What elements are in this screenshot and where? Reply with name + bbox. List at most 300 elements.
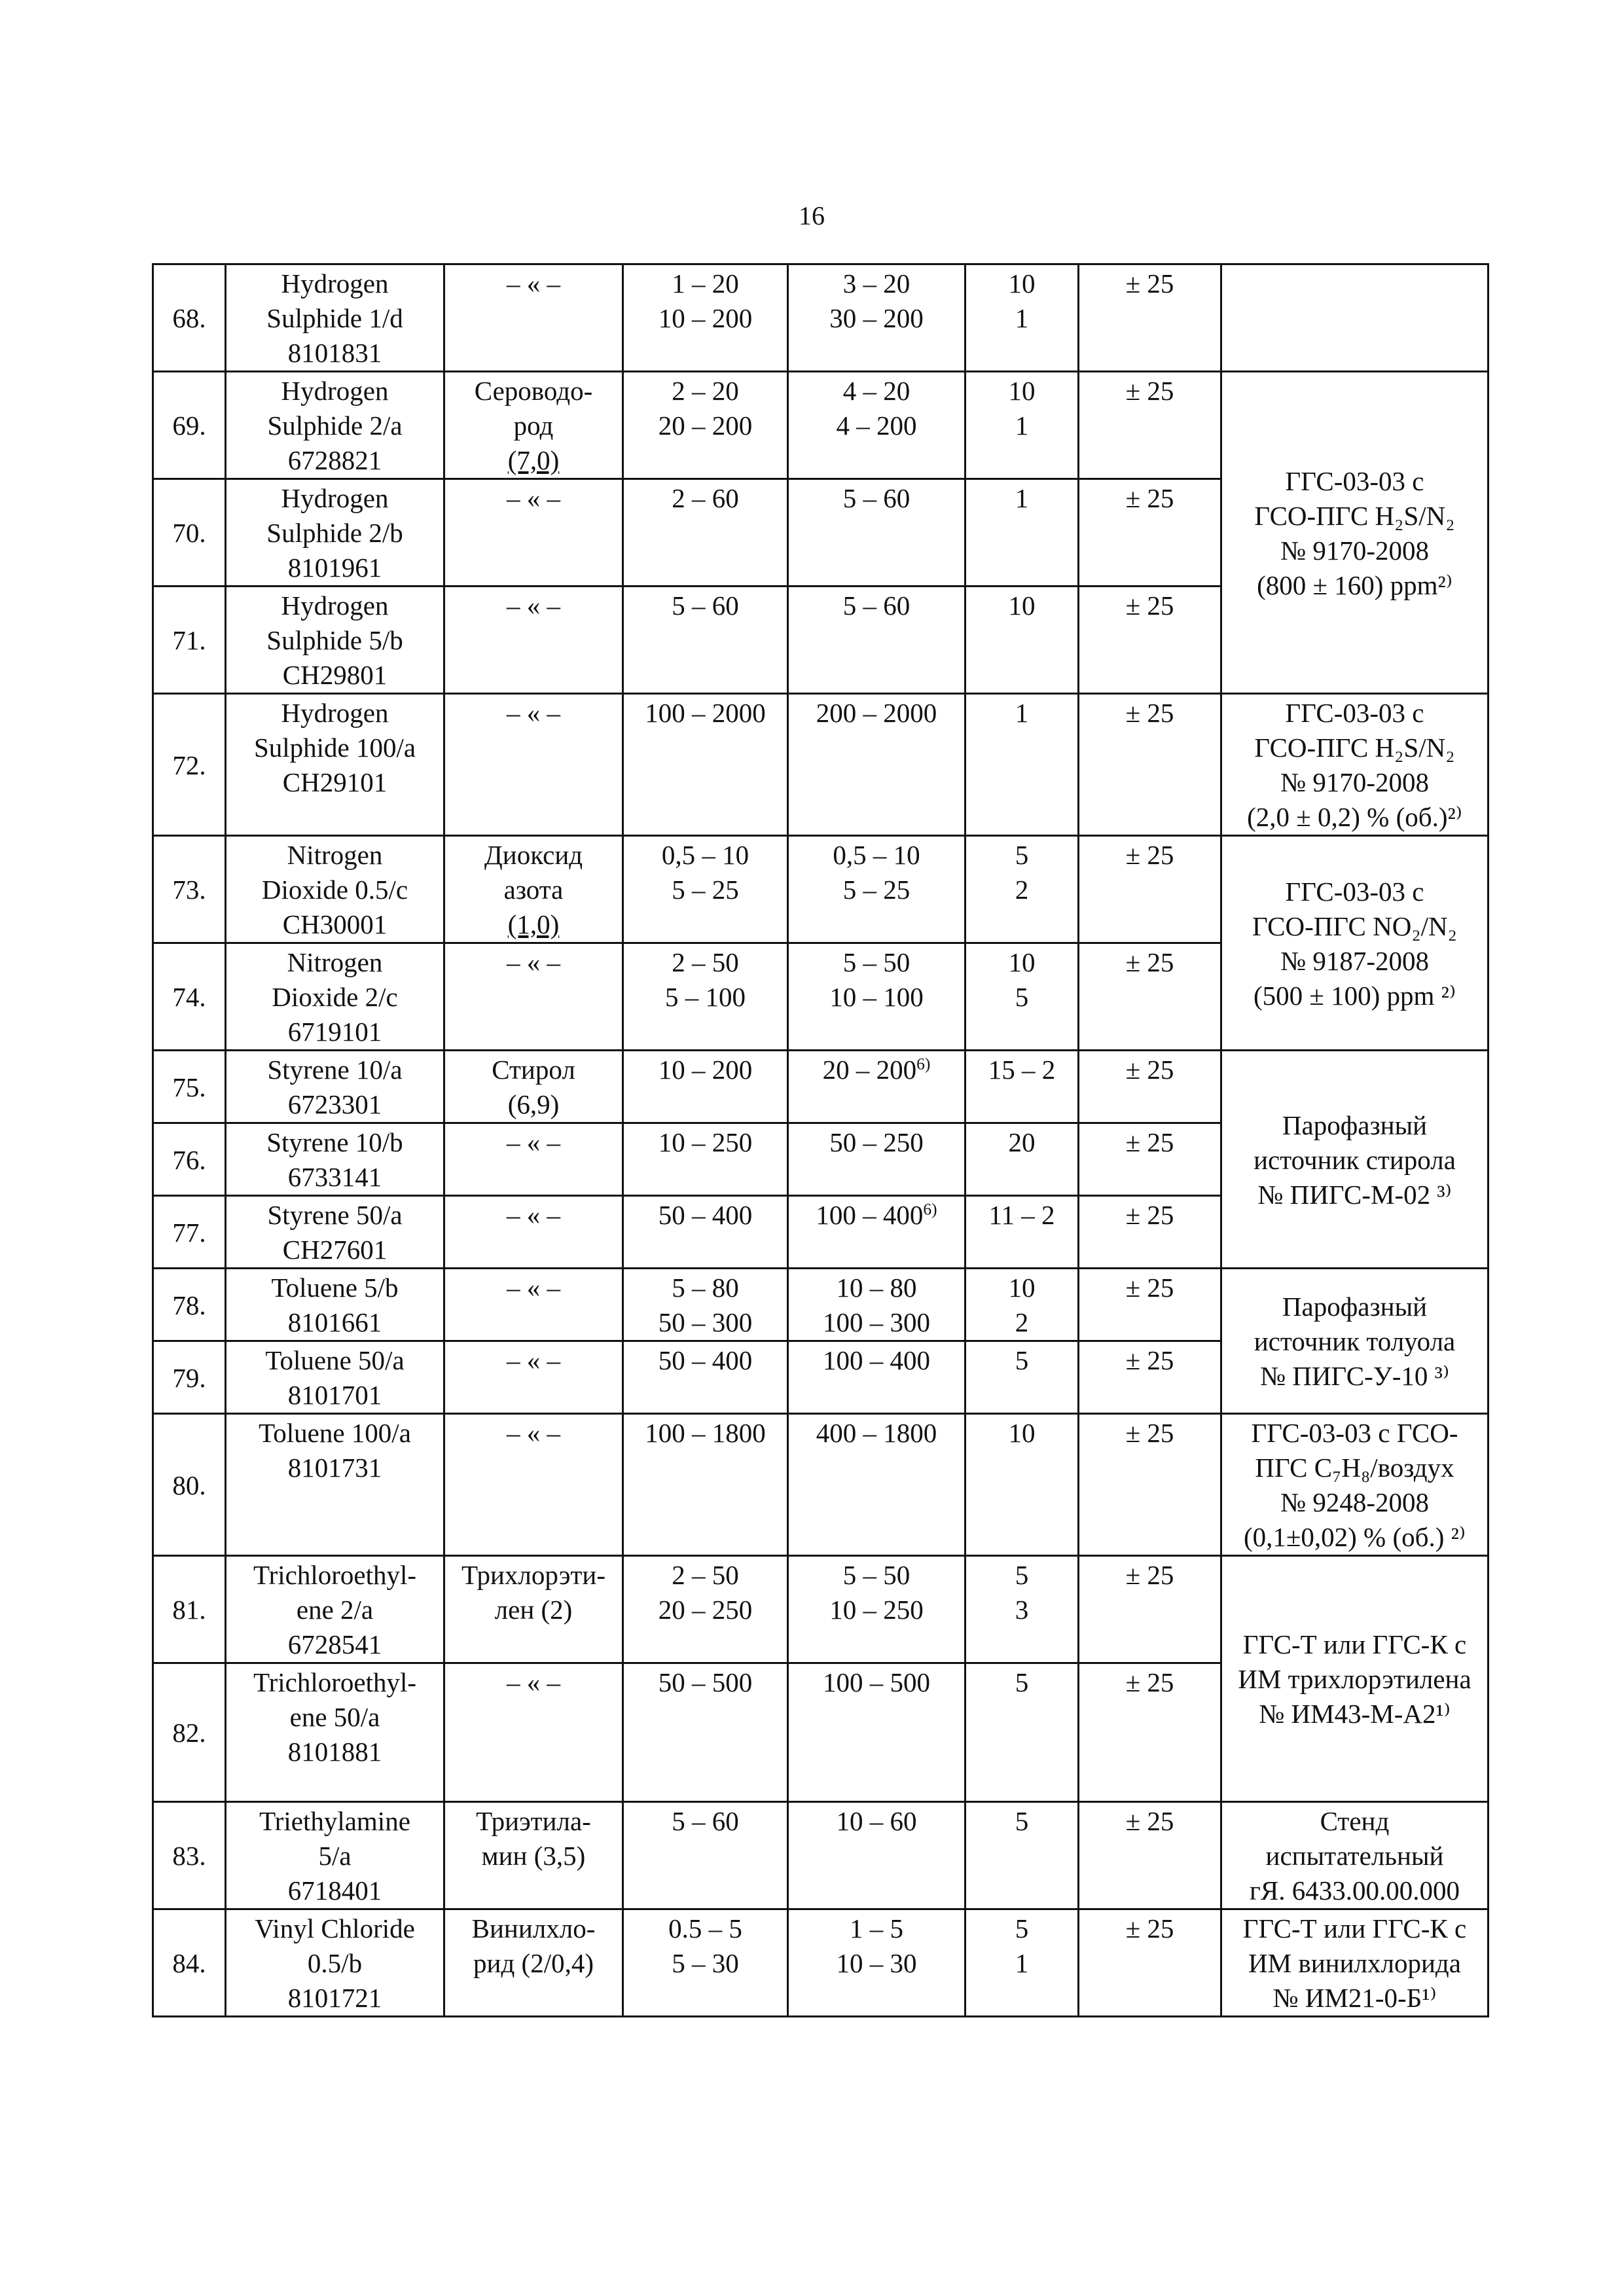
reference-line: ГСО-ПГС H₂S/N₂ <box>1254 732 1455 763</box>
range-line: 10 – 200 <box>658 303 753 333</box>
error-cell: ± 25 <box>1079 1663 1221 1802</box>
resolution-line: 2 <box>1015 1307 1029 1337</box>
reference-line: ГГС-Т или ГГС-К с <box>1242 1629 1467 1659</box>
model-line: Dioxide 2/c <box>272 982 398 1012</box>
error-cell: ± 25 <box>1079 264 1221 372</box>
range-line: 5 – 60 <box>842 483 911 513</box>
reference-cell <box>1221 1269 1489 1414</box>
error-cell: ± 25 <box>1079 372 1221 479</box>
reference-line: ГСО-ПГС NO₂/N₂ <box>1252 911 1457 941</box>
reference-line: (2,0 ± 0,2) % (об.)²⁾ <box>1247 802 1462 832</box>
range-cell-2 <box>788 1663 965 1802</box>
reference-line: источник толуола <box>1254 1326 1456 1356</box>
gas-cell-ditto: – « – <box>444 1341 623 1414</box>
range-cell <box>623 1269 788 1341</box>
range-line: 2 – 50 <box>672 1560 739 1590</box>
range-line: 2 – 20 <box>672 376 739 406</box>
resolution-line: 5 <box>1015 1913 1029 1943</box>
resolution-cell <box>965 1051 1079 1123</box>
range-line: 5 – 80 <box>672 1273 739 1303</box>
gas-cell-ditto: – « – <box>444 1196 623 1269</box>
range-line: 100 – 500 <box>823 1667 930 1697</box>
model-cell <box>226 1802 444 1909</box>
gas-line: Диоксид <box>484 840 583 870</box>
resolution-line: 1 <box>1015 483 1029 513</box>
range-line: 50 – 300 <box>658 1307 753 1337</box>
range-cell-2 <box>788 1051 965 1123</box>
range-line: 50 – 400 <box>658 1345 753 1375</box>
reference-cell <box>1221 1051 1489 1269</box>
reference-line: ИМ винилхлорида <box>1248 1948 1461 1978</box>
row-number: 76. <box>153 1123 226 1196</box>
error-cell: ± 25 <box>1079 1196 1221 1269</box>
error-cell: ± 25 <box>1079 1556 1221 1663</box>
model-line: Hydrogen <box>281 698 389 728</box>
reference-line: ГСО-ПГС H₂S/N₂ <box>1254 500 1455 531</box>
gas-cell <box>444 372 623 479</box>
model-line: CH27601 <box>282 1235 388 1265</box>
reference-line: (500 ± 100) ppm ²⁾ <box>1253 980 1456 1011</box>
gas-cell-ditto: – « – <box>444 1269 623 1341</box>
range-line: 5 – 50 <box>842 1560 911 1590</box>
reference-line: ПГС C₇H₈/воздух <box>1255 1453 1454 1483</box>
model-line: Sulphide 1/d <box>266 303 403 333</box>
resolution-cell <box>965 1909 1079 2017</box>
resolution-line: 10 <box>1008 376 1036 406</box>
gas-line: (1,0) <box>507 909 560 939</box>
model-cell <box>226 587 444 694</box>
gas-line: (6,9) <box>507 1089 560 1119</box>
table-row <box>153 1051 1489 1123</box>
reference-line: № ИМ43-М-А2¹⁾ <box>1259 1699 1451 1729</box>
model-line: CH30001 <box>282 909 388 939</box>
reference-line: (800 ± 160) ppm²⁾ <box>1257 569 1453 600</box>
reference-line: ГГС-03-03 с <box>1285 876 1424 907</box>
resolution-cell <box>965 264 1079 372</box>
gas-line: лен (2) <box>494 1595 573 1625</box>
range-cell <box>623 1909 788 2017</box>
range-cell-2 <box>788 943 965 1051</box>
range-line: 200 – 2000 <box>816 698 937 728</box>
row-number: 83. <box>153 1802 226 1909</box>
model-line: ene 50/a <box>289 1702 380 1732</box>
range-line: 20 – 200 <box>822 1055 917 1085</box>
resolution-cell <box>965 1663 1079 1802</box>
model-cell <box>226 1123 444 1196</box>
range-cell-2 <box>788 1269 965 1341</box>
row-number: 69. <box>153 372 226 479</box>
range-cell <box>623 1414 788 1556</box>
row-number: 78. <box>153 1269 226 1341</box>
model-line: Nitrogen <box>287 840 383 870</box>
row-number: 68. <box>153 264 226 372</box>
resolution-line: 1 <box>1015 1948 1029 1978</box>
resolution-cell <box>965 372 1079 479</box>
range-cell-2 <box>788 479 965 587</box>
range-cell-2 <box>788 1556 965 1663</box>
range-line: 50 – 400 <box>658 1200 753 1230</box>
model-line: 8101961 <box>287 552 382 583</box>
gas-line: Стирол <box>492 1055 575 1085</box>
gas-line: Сероводо- <box>474 376 593 406</box>
table-row <box>153 264 1489 372</box>
row-number: 70. <box>153 479 226 587</box>
range-cell-2 <box>788 836 965 943</box>
model-line: Sulphide 5/b <box>266 625 403 655</box>
error-cell: ± 25 <box>1079 587 1221 694</box>
error-cell: ± 25 <box>1079 836 1221 943</box>
model-line: CH29101 <box>282 767 388 797</box>
model-line: Triethylamine <box>259 1806 410 1836</box>
model-line: 6719101 <box>287 1017 382 1047</box>
resolution-line: 10 <box>1008 1273 1036 1303</box>
resolution-cell <box>965 1556 1079 1663</box>
table-row <box>153 1414 1489 1556</box>
range-line: 10 – 200 <box>658 1055 753 1085</box>
reference-line: ИМ трихлорэтилена <box>1238 1664 1471 1694</box>
model-line: 8101721 <box>287 1983 382 2013</box>
range-line: 0,5 – 10 <box>661 840 749 870</box>
error-cell: ± 25 <box>1079 479 1221 587</box>
reference-line: № 9170-2008 <box>1280 535 1430 566</box>
resolution-line: 2 <box>1015 875 1029 905</box>
resolution-cell <box>965 1196 1079 1269</box>
range-line: 10 – 60 <box>836 1806 917 1836</box>
model-cell <box>226 836 444 943</box>
reference-line: ГГС-03-03 с ГСО- <box>1251 1418 1458 1448</box>
model-line: Dioxide 0.5/c <box>261 875 408 905</box>
model-line: Vinyl Chloride <box>255 1913 415 1943</box>
model-line: Styrene 50/a <box>267 1200 403 1230</box>
range-cell <box>623 587 788 694</box>
range-line: 30 – 200 <box>829 303 924 333</box>
resolution-cell <box>965 943 1079 1051</box>
reference-cell <box>1221 1414 1489 1556</box>
gas-line: Триэтила- <box>476 1806 591 1836</box>
model-line: 8101701 <box>287 1380 382 1410</box>
range-cell-2 <box>788 1196 965 1269</box>
range-cell-2 <box>788 264 965 372</box>
range-cell <box>623 1802 788 1909</box>
range-cell <box>623 1663 788 1802</box>
model-line: Sulphide 2/b <box>266 518 403 548</box>
model-cell <box>226 479 444 587</box>
range-cell <box>623 1196 788 1269</box>
range-line: 10 – 250 <box>658 1127 753 1157</box>
row-number: 74. <box>153 943 226 1051</box>
gas-line: Трихлорэти- <box>461 1560 605 1590</box>
resolution-cell <box>965 1414 1079 1556</box>
model-line: Styrene 10/b <box>266 1127 403 1157</box>
range-line: 100 – 400 <box>816 1200 924 1230</box>
range-line: 100 – 300 <box>823 1307 930 1337</box>
gas-cell-ditto: – « – <box>444 1414 623 1556</box>
range-cell <box>623 836 788 943</box>
gas-cell <box>444 1909 623 2017</box>
table-row <box>153 1269 1489 1341</box>
range-line: 100 – 2000 <box>645 698 766 728</box>
model-cell <box>226 1341 444 1414</box>
range-cell-2 <box>788 694 965 836</box>
reference-line: № ИМ21-0-Б¹⁾ <box>1272 1983 1437 2013</box>
page-number: 16 <box>799 201 825 230</box>
gas-cell-ditto: – « – <box>444 587 623 694</box>
resolution-line: 20 <box>1008 1127 1036 1157</box>
reference-line: Стенд <box>1320 1806 1390 1836</box>
gas-cell <box>444 836 623 943</box>
resolution-cell <box>965 587 1079 694</box>
resolution-cell <box>965 1123 1079 1196</box>
table-row <box>153 1909 1489 2017</box>
model-line: 6723301 <box>287 1089 382 1119</box>
range-cell <box>623 943 788 1051</box>
reference-line: № 9248-2008 <box>1280 1487 1430 1517</box>
model-line: 6728821 <box>287 445 382 475</box>
reference-line: ГГС-03-03 с <box>1285 465 1424 496</box>
gas-cell-ditto: – « – <box>444 479 623 587</box>
model-line: 8101831 <box>287 338 382 368</box>
table-row <box>153 1556 1489 1663</box>
range-line: 4 – 20 <box>842 376 911 406</box>
model-line: Toluene 5/b <box>271 1273 399 1303</box>
error-cell: ± 25 <box>1079 1802 1221 1909</box>
reference-line: № ПИГС-У-10 ³⁾ <box>1259 1361 1450 1391</box>
range-line: 4 – 200 <box>836 410 917 441</box>
range-cell-2 <box>788 1909 965 2017</box>
range-line: 1 – 5 <box>850 1913 903 1943</box>
row-number: 77. <box>153 1196 226 1269</box>
range-cell-2 <box>788 587 965 694</box>
model-line: Hydrogen <box>281 483 389 513</box>
resolution-line: 3 <box>1015 1595 1029 1625</box>
reference-line: гЯ. 6433.00.00.000 <box>1250 1875 1460 1906</box>
resolution-cell <box>965 1802 1079 1909</box>
model-line: CH29801 <box>282 660 388 690</box>
error-cell: ± 25 <box>1079 1269 1221 1341</box>
model-line: 8101661 <box>287 1307 382 1337</box>
resolution-cell <box>965 479 1079 587</box>
error-cell: ± 25 <box>1079 1909 1221 2017</box>
range-line: 3 – 20 <box>842 268 911 298</box>
row-number: 73. <box>153 836 226 943</box>
range-line: 10 – 250 <box>829 1595 924 1625</box>
resolution-line: 1 <box>1015 303 1029 333</box>
resolution-line: 5 <box>1015 1345 1029 1375</box>
model-cell <box>226 1556 444 1663</box>
model-line: Toluene 50/a <box>265 1345 405 1375</box>
footnote-mark: 6) <box>923 1200 937 1219</box>
model-cell <box>226 1196 444 1269</box>
model-line: Sulphide 100/a <box>253 732 416 763</box>
resolution-line: 5 <box>1015 1560 1029 1590</box>
error-cell: ± 25 <box>1079 1414 1221 1556</box>
resolution-line: 10 <box>1008 590 1036 621</box>
error-cell: ± 25 <box>1079 1051 1221 1123</box>
model-cell <box>226 1269 444 1341</box>
resolution-line: 10 <box>1008 947 1036 977</box>
range-line: 5 – 25 <box>842 875 911 905</box>
model-cell <box>226 1663 444 1802</box>
resolution-line: 5 <box>1015 1667 1029 1697</box>
model-cell <box>226 1414 444 1556</box>
range-line: 5 – 30 <box>672 1948 739 1978</box>
row-number: 72. <box>153 694 226 836</box>
row-number: 75. <box>153 1051 226 1123</box>
resolution-cell <box>965 1269 1079 1341</box>
range-cell <box>623 1051 788 1123</box>
reference-cell <box>1221 264 1489 372</box>
range-cell <box>623 372 788 479</box>
range-line: 5 – 100 <box>665 982 746 1012</box>
range-cell <box>623 264 788 372</box>
reference-line: (0,1±0,02) % (об.) ²⁾ <box>1244 1522 1466 1552</box>
range-line: 2 – 60 <box>672 483 739 513</box>
resolution-line: 11 – 2 <box>988 1200 1055 1230</box>
resolution-cell <box>965 694 1079 836</box>
model-line: 5/a <box>318 1841 352 1871</box>
row-number: 79. <box>153 1341 226 1414</box>
table-row <box>153 694 1489 836</box>
reference-line: испытательный <box>1265 1841 1444 1871</box>
range-line: 50 – 500 <box>658 1667 753 1697</box>
resolution-line: 1 <box>1015 410 1029 441</box>
table-row <box>153 1802 1489 1909</box>
model-cell <box>226 1909 444 2017</box>
range-line: 100 – 1800 <box>645 1418 766 1448</box>
model-line: 6733141 <box>287 1162 382 1192</box>
range-cell-2 <box>788 1341 965 1414</box>
resolution-line: 1 <box>1015 698 1029 728</box>
range-line: 20 – 250 <box>658 1595 753 1625</box>
gas-cell-ditto: – « – <box>444 264 623 372</box>
error-cell: ± 25 <box>1079 1123 1221 1196</box>
range-cell <box>623 479 788 587</box>
reference-line: № ПИГС-М-02 ³⁾ <box>1257 1179 1452 1210</box>
model-cell <box>226 694 444 836</box>
range-line: 5 – 60 <box>672 1806 739 1836</box>
model-cell <box>226 264 444 372</box>
range-cell-2 <box>788 1414 965 1556</box>
table-row <box>153 836 1489 943</box>
range-line: 5 – 50 <box>842 947 911 977</box>
resolution-line: 5 <box>1015 840 1029 870</box>
gas-line: рид (2/0,4) <box>473 1948 594 1978</box>
range-line: 10 – 100 <box>829 982 924 1012</box>
range-cell-2 <box>788 372 965 479</box>
range-cell-2 <box>788 1123 965 1196</box>
range-cell <box>623 1556 788 1663</box>
range-line: 0,5 – 10 <box>833 840 920 870</box>
range-line: 20 – 200 <box>658 410 753 441</box>
reference-cell <box>1221 1802 1489 1909</box>
row-number: 82. <box>153 1663 226 1802</box>
range-line: 10 – 30 <box>836 1948 917 1978</box>
footnote-mark: 6) <box>916 1055 931 1074</box>
resolution-line: 10 <box>1008 268 1036 298</box>
gas-cell <box>444 1556 623 1663</box>
reference-cell <box>1221 372 1489 694</box>
reference-cell <box>1221 1556 1489 1802</box>
gas-line: род <box>513 410 554 441</box>
range-line: 10 – 80 <box>836 1273 917 1303</box>
model-line: Sulphide 2/a <box>267 410 403 441</box>
model-line: Trichloroethyl- <box>253 1560 417 1590</box>
gas-line: азота <box>503 875 564 905</box>
model-line: 0.5/b <box>307 1948 363 1978</box>
reference-line: ГГС-03-03 с <box>1285 698 1424 728</box>
error-cell: ± 25 <box>1079 943 1221 1051</box>
range-cell <box>623 1341 788 1414</box>
error-cell: ± 25 <box>1079 1341 1221 1414</box>
gas-line: Винилхло- <box>471 1913 596 1943</box>
model-line: Hydrogen <box>281 590 389 621</box>
reference-cell <box>1221 1909 1489 2017</box>
range-line: 0.5 – 5 <box>668 1913 742 1943</box>
range-line: 5 – 60 <box>842 590 911 621</box>
range-cell <box>623 1123 788 1196</box>
gas-cell <box>444 1051 623 1123</box>
model-cell <box>226 372 444 479</box>
model-line: Hydrogen <box>281 376 389 406</box>
range-line: 5 – 25 <box>672 875 739 905</box>
model-cell <box>226 1051 444 1123</box>
error-cell: ± 25 <box>1079 694 1221 836</box>
resolution-cell <box>965 836 1079 943</box>
reference-cell <box>1221 836 1489 1051</box>
gas-line: мин (3,5) <box>481 1841 586 1871</box>
gas-cell-ditto: – « – <box>444 1663 623 1802</box>
gas-line: (7,0) <box>507 445 560 475</box>
gas-cell-ditto: – « – <box>444 943 623 1051</box>
range-line: 5 – 60 <box>672 590 739 621</box>
gas-cell-ditto: – « – <box>444 694 623 836</box>
row-number: 84. <box>153 1909 226 2017</box>
range-line: 2 – 50 <box>672 947 739 977</box>
model-line: Styrene 10/a <box>267 1055 403 1085</box>
range-cell-2 <box>788 1802 965 1909</box>
reference-cell <box>1221 694 1489 836</box>
model-line: Hydrogen <box>281 268 389 298</box>
row-number: 71. <box>153 587 226 694</box>
reference-line: Парофазный <box>1282 1292 1428 1322</box>
gas-cell-ditto: – « – <box>444 1123 623 1196</box>
model-line: Trichloroethyl- <box>253 1667 417 1697</box>
model-line: ene 2/a <box>296 1595 374 1625</box>
row-number: 81. <box>153 1556 226 1663</box>
model-line: 8101881 <box>287 1737 382 1767</box>
resolution-line: 15 – 2 <box>988 1055 1056 1085</box>
model-line: Toluene 100/a <box>259 1418 411 1448</box>
reference-line: № 9187-2008 <box>1280 945 1430 976</box>
model-line: 6728541 <box>287 1629 382 1659</box>
range-line: 50 – 250 <box>829 1127 924 1157</box>
row-number: 80. <box>153 1414 226 1556</box>
model-line: 6718401 <box>287 1875 382 1906</box>
range-line: 1 – 20 <box>672 268 739 298</box>
resolution-line: 5 <box>1015 982 1029 1012</box>
resolution-line: 10 <box>1008 1418 1036 1448</box>
model-line: Nitrogen <box>287 947 383 977</box>
range-cell <box>623 694 788 836</box>
range-line: 400 – 1800 <box>816 1418 937 1448</box>
resolution-line: 5 <box>1015 1806 1029 1836</box>
reference-line: ГГС-Т или ГГС-К с <box>1242 1913 1467 1943</box>
gas-cell <box>444 1802 623 1909</box>
reference-gas-table <box>152 263 1489 2017</box>
resolution-cell <box>965 1341 1079 1414</box>
model-cell <box>226 943 444 1051</box>
range-line: 100 – 400 <box>823 1345 930 1375</box>
